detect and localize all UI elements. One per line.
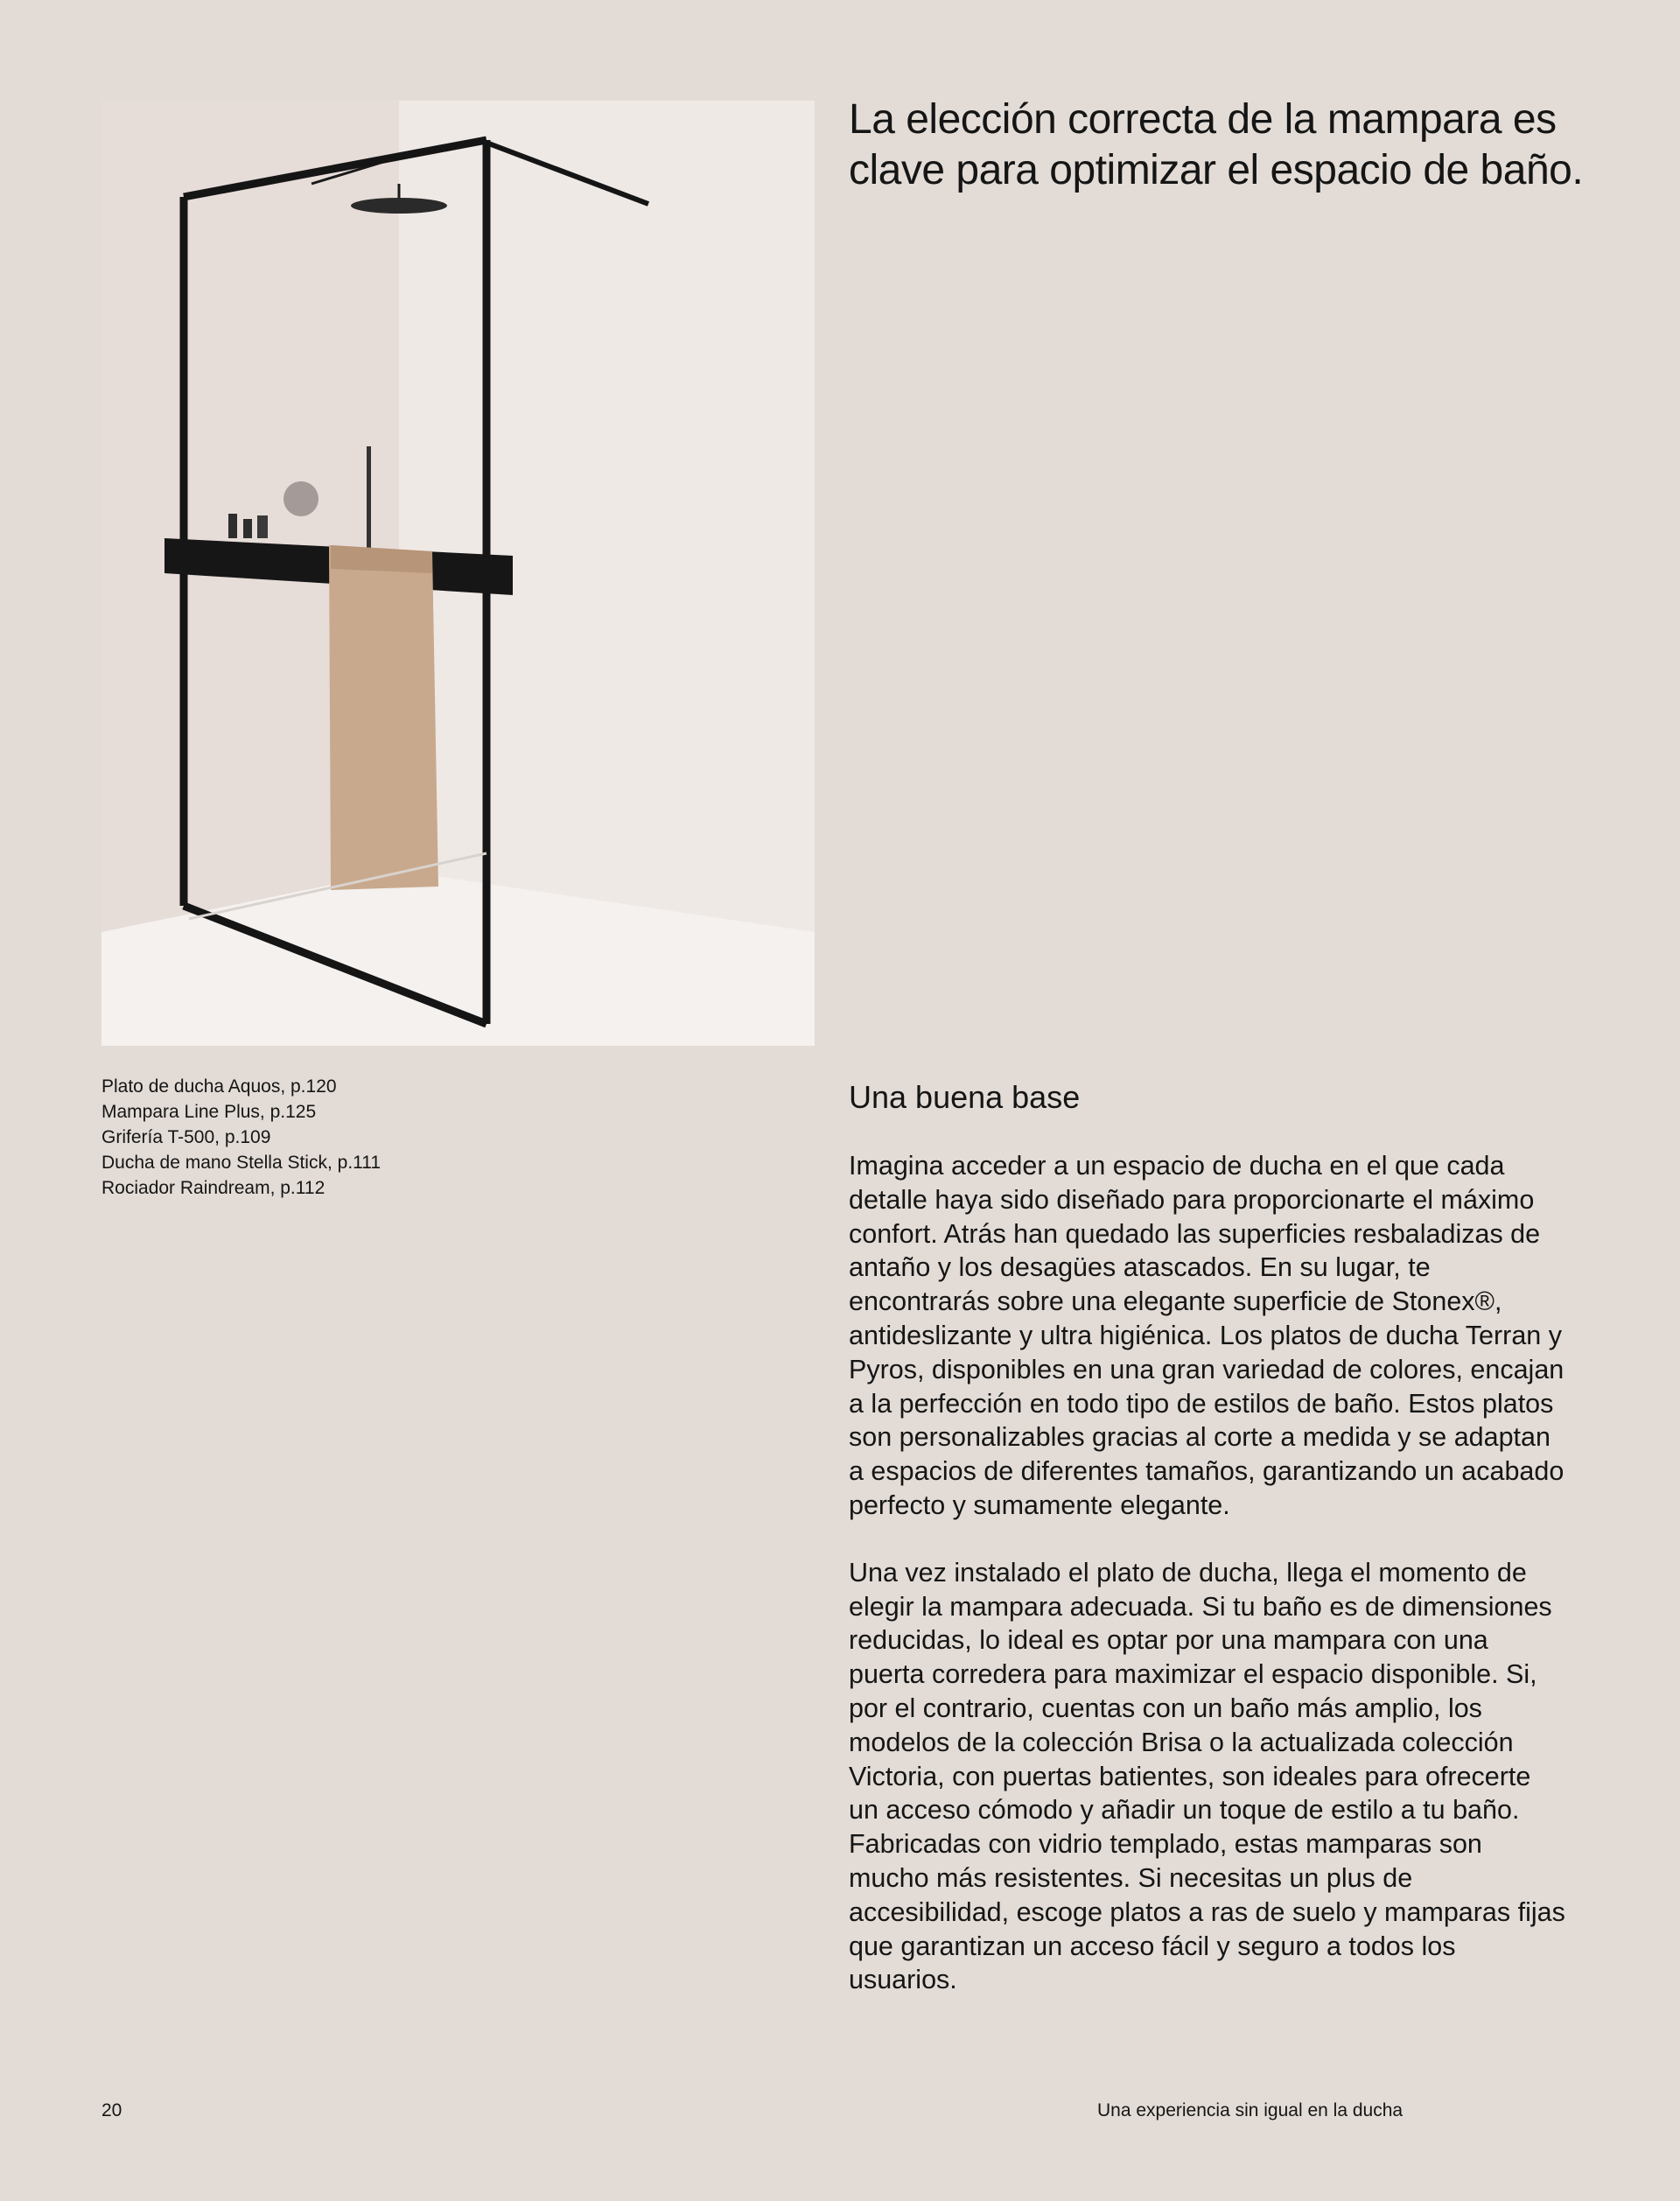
caption-line: Plato de ducha Aquos, p.120 bbox=[102, 1076, 337, 1097]
page-number: 20 bbox=[102, 2100, 122, 2120]
running-footer-title: Una experiencia sin igual en la ducha bbox=[1097, 2100, 1404, 2120]
shower-screen-photo bbox=[102, 101, 815, 1046]
body-text bbox=[849, 1149, 1566, 1997]
shower-illustration bbox=[102, 101, 815, 1046]
caption-line: Mampara Line Plus, p.125 bbox=[102, 1102, 317, 1122]
section-title: Una buena base bbox=[849, 1079, 1081, 1115]
photo-captions bbox=[102, 1074, 644, 1201]
body-paragraph: Imagina acceder a un espacio de ducha en el que cada detalle haya sido diseñado para proporcionarte el máximo confort. Atrás han quedado las superficies resbaladizas de antaño y los desagües atascados. En su lugar, te encontrarás sobre una elegante superficie de Stonex®, antideslizante y ultra higiénica. Los platos de ducha Terran y Pyros, disponibles en una gran variedad de colores, encajan a la perfección en todo tipo de estilos de baño. Estos platos son personalizables gracias al corte a medida y se adaptan a espacios de diferentes tamaños, garantizando un acabado perfecto y sumamente elegante. bbox=[849, 1151, 1564, 1520]
caption-line: Rociador Raindream, p.112 bbox=[102, 1178, 326, 1198]
caption-line: Grifería T-500, p.109 bbox=[102, 1127, 271, 1147]
body-paragraph: Una vez instalado el plato de ducha, llega el momento de elegir la mampara adecuada. Si tu baño es de dimensiones reducidas, lo ideal es optar por una mampara con una puerta corredera para maximizar el espacio disponible. Si, por el contrario, cuentas con un baño más amplio, los modelos de la colección Brisa o la actualizada colección Victoria, con puertas batientes, son ideales para ofrecerte un acceso cómodo y añadir un toque de estilo a tu baño. Fabricadas con vidrio templado, estas mamparas son mucho más resistentes. Si necesitas un plus de accesibilidad, escoge platos a ras de suelo y mamparas fijas que garantizan un acceso fácil y seguro a todos los usuarios. bbox=[849, 1557, 1565, 1995]
page-headline: La elección correcta de la mampara es clave para optimizar el espacio de baño. bbox=[849, 96, 1584, 193]
caption-line: Ducha de mano Stella Stick, p.111 bbox=[102, 1153, 382, 1173]
